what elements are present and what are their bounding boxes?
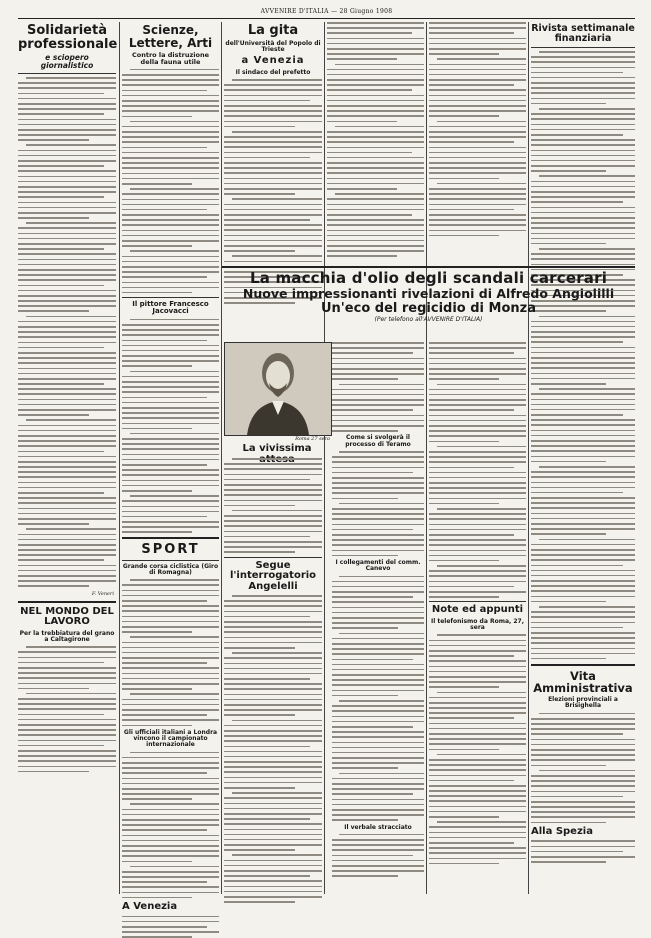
headline-interrogatorio: Segue l'interrogatorio Angelelli	[229, 559, 317, 592]
divider	[122, 560, 219, 561]
sport-subheadline: Grande corsa ciclistica (Giro di Romagna)	[122, 562, 219, 576]
divider	[531, 664, 635, 666]
divider	[224, 557, 322, 558]
column-rule	[221, 22, 222, 894]
headline-processo: Come si svolgerà il processo di Teramo	[345, 434, 411, 448]
headline-note: Note ed appunti	[431, 604, 524, 616]
section-title-sport: SPORT	[141, 542, 200, 558]
headline-jacovacci: Il pittore Francesco Jacovacci	[132, 300, 209, 316]
article-text	[18, 646, 116, 772]
article-text	[224, 458, 322, 553]
divider	[18, 73, 116, 74]
article-text	[332, 451, 424, 556]
article-text	[18, 77, 116, 587]
article-text	[224, 595, 322, 903]
column-3-bottom	[224, 458, 322, 894]
column-5-bottom	[429, 342, 526, 894]
column-6-bottom	[531, 660, 635, 894]
portrait-image	[224, 342, 332, 436]
headline-attesa: La vivissima	[242, 443, 312, 454]
column-rule	[528, 22, 529, 894]
article-text	[122, 916, 219, 938]
spezia-heading: Alla Spezia	[531, 825, 593, 837]
newspaper-page	[18, 6, 635, 913]
portrait-caption: Roma 27 sera	[295, 436, 330, 442]
banner-subheadline: Nuove impressionanti rivelazioni di Alfredo Angiolilli	[242, 286, 615, 301]
article-text	[332, 576, 424, 821]
column-rule	[119, 22, 120, 894]
column-4-top	[327, 22, 424, 268]
column-1	[18, 22, 116, 894]
column-3-top	[224, 22, 322, 268]
headline-vita-amministrativa: Vita Amministrativa	[533, 669, 633, 696]
article-text	[332, 342, 424, 432]
divider	[122, 537, 219, 539]
column-2	[122, 22, 219, 913]
masthead: AVVENIRE D'ITALIA — 28 Giugno 1908	[18, 6, 635, 19]
divider	[531, 47, 635, 48]
headline-venezia: a Venezia	[241, 55, 305, 67]
headline-fauna: Contro la distruzione della fauna utile	[132, 51, 209, 66]
article-text	[429, 22, 526, 236]
sport-subheadline: Gli ufficiali italiani a Londra vincono il campionato internazionale	[123, 728, 218, 749]
headline-verbale: Il verbale stracciato	[344, 823, 412, 831]
subheadline-strike: e sciopero giornalistico	[40, 53, 94, 71]
article-text	[429, 634, 526, 864]
column-rule	[426, 22, 427, 894]
divider	[18, 601, 116, 603]
section-title-labor: NEL MONDO DEL LAVORO	[20, 605, 114, 628]
headline-universita: dell'Università del Popolo di Trieste	[225, 39, 321, 53]
headline-solidarity: Solidarietà professionale	[18, 23, 118, 52]
headline-collegamenti: I collegamenti del comm. Canevo	[335, 558, 421, 573]
article-text	[429, 342, 526, 598]
article-text	[327, 22, 424, 257]
signature: F. Veneri	[91, 590, 114, 597]
portrait-engraving	[225, 343, 331, 435]
divider	[122, 297, 219, 298]
article-text	[122, 319, 219, 533]
section-subtitle: Per la trebbiatura del grano a Caltagirone	[19, 629, 115, 643]
banner-dateline: (Per telefono all'AVVENIRE D'ITALIA)	[374, 316, 483, 323]
article-text	[122, 752, 219, 899]
subheadline-brisighella: Elezioni provinciali a Brisighella	[548, 696, 618, 710]
banner-headline-secondary: Un'eco del regicidio di Monza	[321, 301, 536, 316]
column-4-bottom	[332, 342, 424, 894]
divider	[429, 601, 526, 602]
article-text	[332, 834, 424, 877]
headline-finance: Rivista settimanale finanziaria	[531, 23, 635, 44]
headline-sciences: Scienze, Lettere, Arti	[128, 23, 213, 50]
notes-subheadline: Il telefonismo da Roma, 27, sera	[430, 617, 524, 632]
headline-sindaco: Il sindaco del prefetto	[235, 68, 311, 76]
article-text	[122, 69, 219, 294]
headline-gita: La gita	[247, 23, 299, 38]
venezia-heading: A Venezia	[122, 901, 178, 913]
banner-headline: La macchia d'olio degli scandali carcerari	[249, 269, 608, 287]
article-text	[531, 713, 635, 824]
article-text	[122, 579, 219, 726]
article-text	[531, 840, 635, 862]
article-text	[531, 51, 635, 660]
banner-rule	[222, 266, 635, 268]
main-story-banner	[222, 270, 635, 324]
